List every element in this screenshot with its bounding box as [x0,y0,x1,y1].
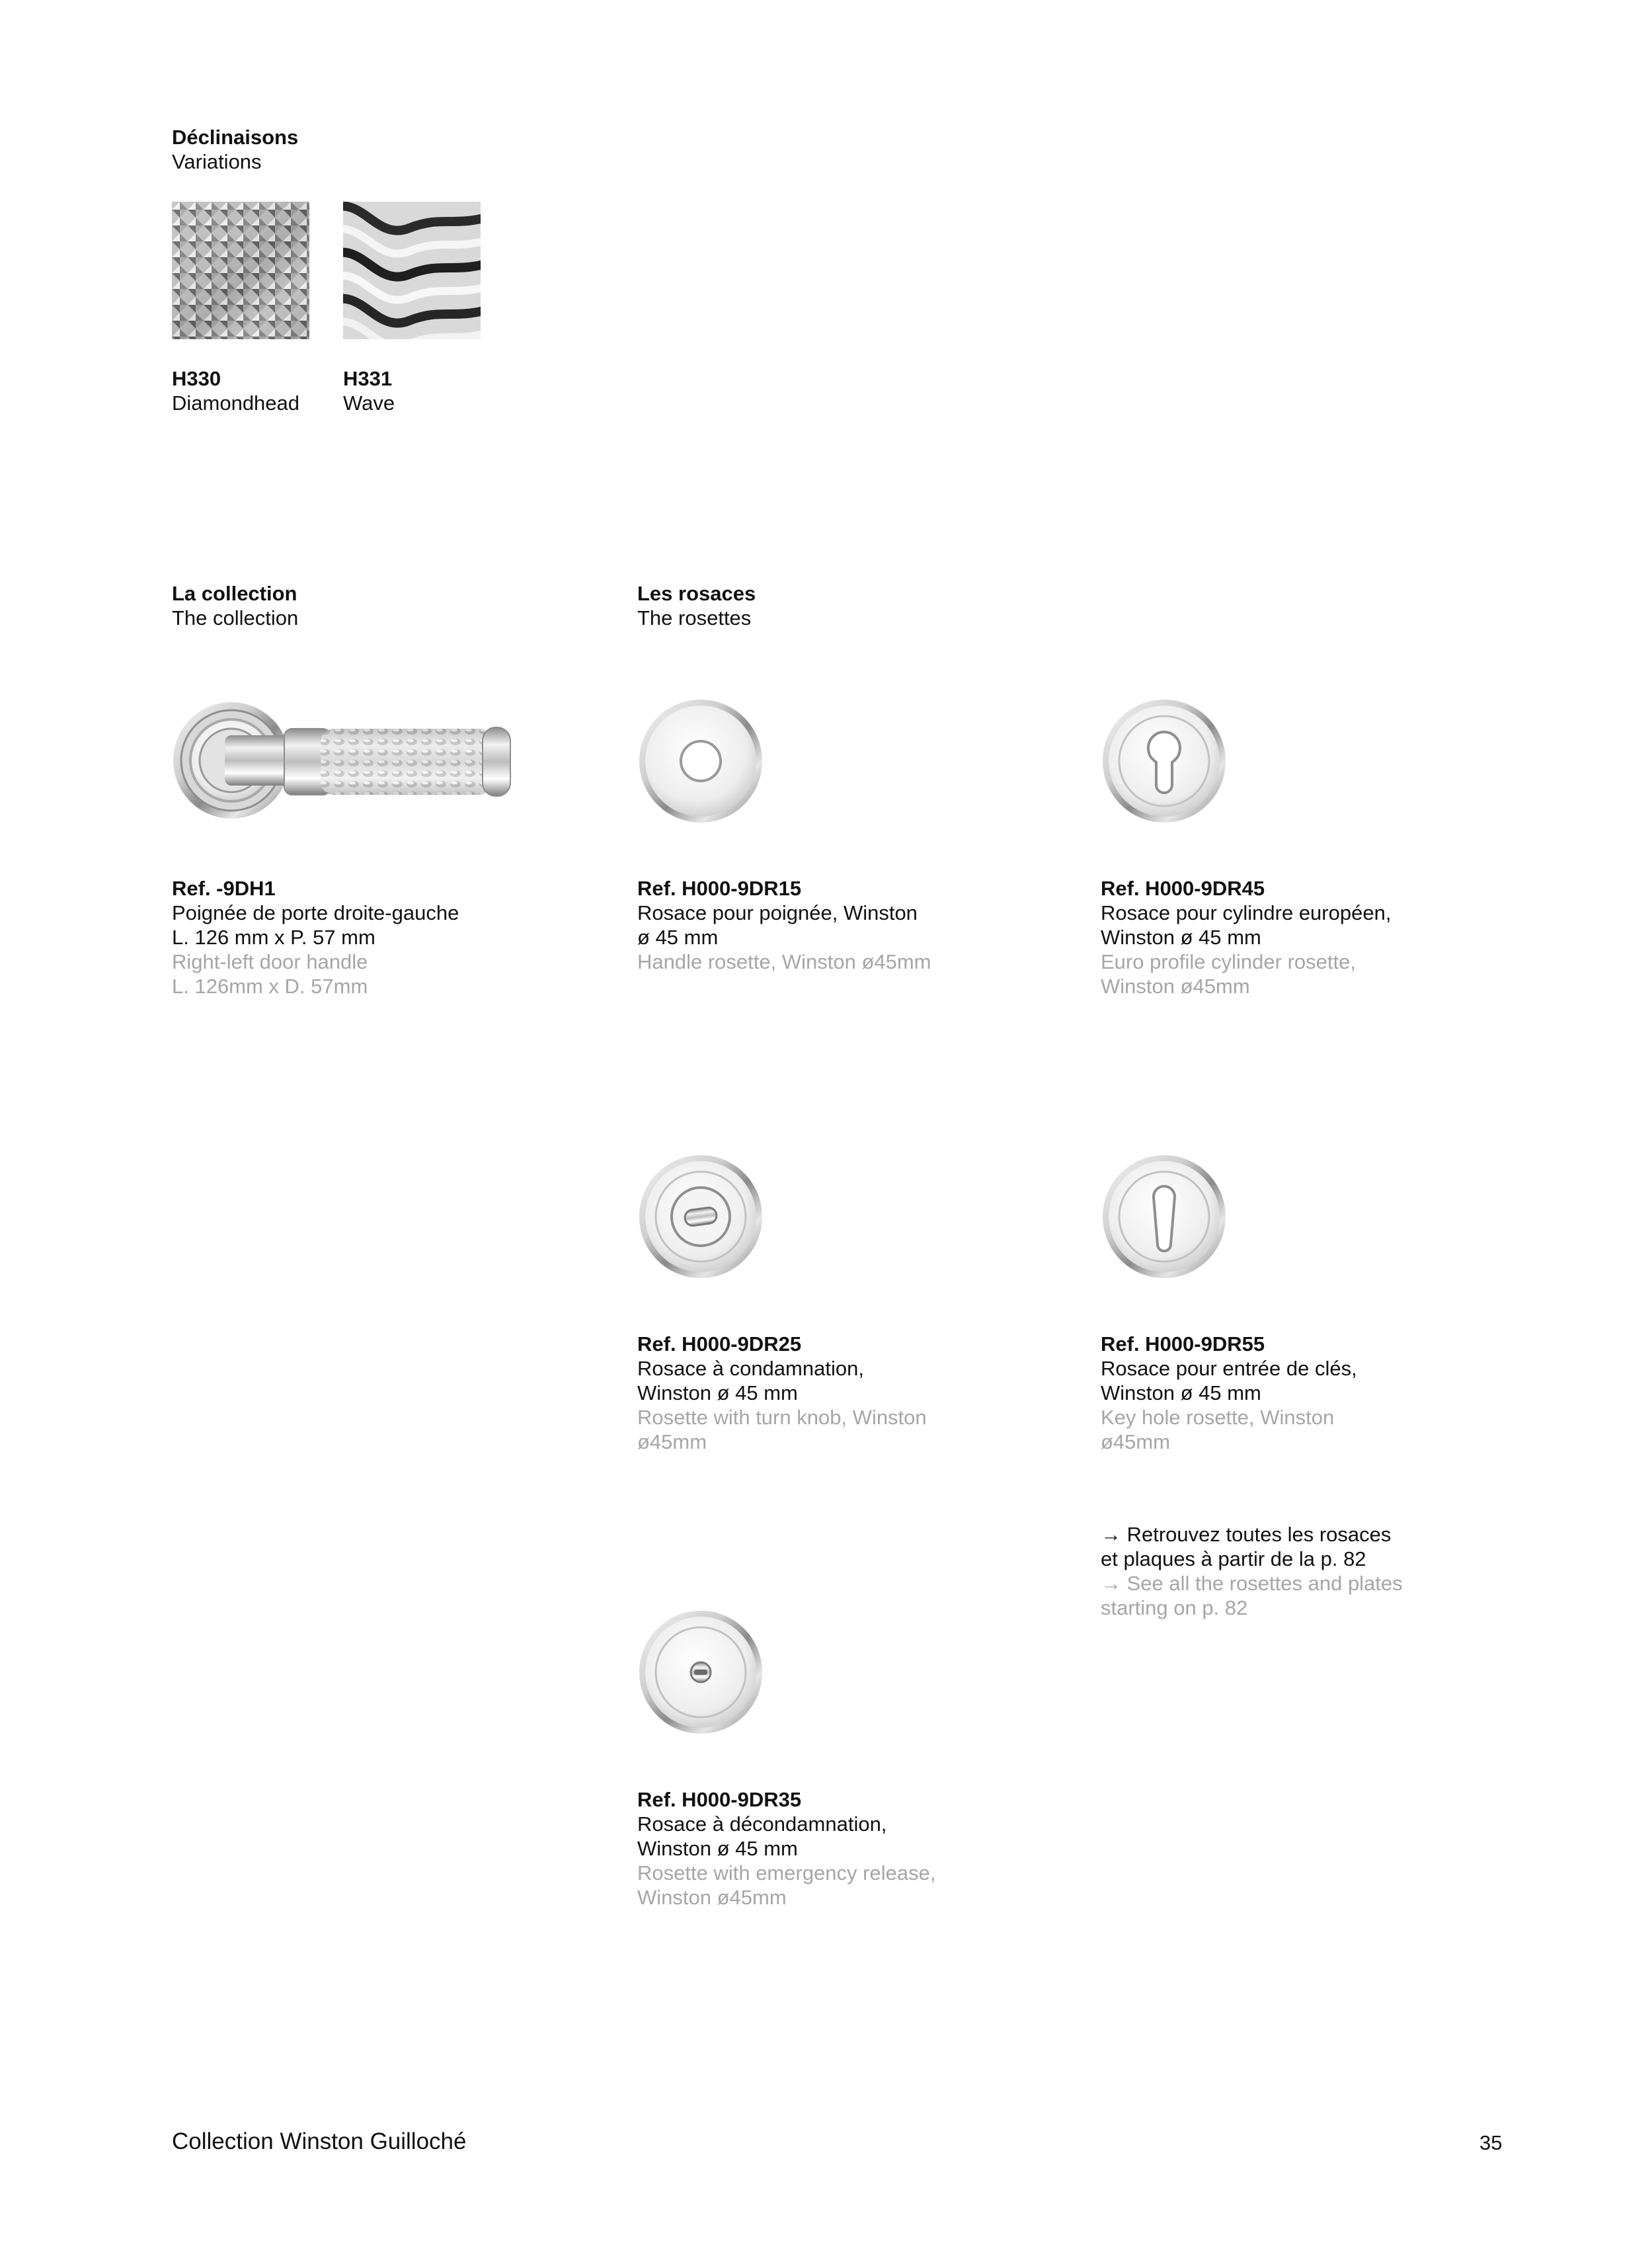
swatch-code-h331: H331 [343,367,393,390]
swatch-name-wave: Wave [343,391,395,415]
rosette-turn-knob-image [637,1153,764,1280]
note-en-1: → See all the rosettes and plates [1101,1572,1403,1595]
rosette-9dr45-fr-2: Winston ø 45 mm [1101,926,1261,949]
variations-title-fr: Déclinaisons [172,126,299,149]
rosette-9dr55-fr-1: Rosace pour entrée de clés, [1101,1357,1357,1380]
rosettes-title-en: The rosettes [637,606,752,629]
swatch-code-h330: H330 [172,367,221,390]
note-fr-2: et plaques à partir de la p. 82 [1101,1547,1366,1570]
rosette-9dr15-en-1: Handle rosette, Winston ø45mm [637,950,931,973]
rosette-9dr55-en-2: ø45mm [1101,1430,1171,1453]
collection-title-en: The collection [172,606,299,629]
rosette-9dr55-en-1: Key hole rosette, Winston [1101,1406,1335,1429]
rosette-9dr55-fr-2: Winston ø 45 mm [1101,1381,1261,1404]
rosette-ref-9dr35: Ref. H000-9DR35 [637,1788,802,1811]
rosette-emergency-release-image [637,1609,764,1736]
rosette-ref-9dr55: Ref. H000-9DR55 [1101,1332,1265,1356]
footer-collection-name: Collection Winston Guilloché [172,2128,467,2154]
note-fr-1: → Retrouvez toutes les rosaces [1101,1523,1392,1546]
door-handle-image [172,694,516,827]
rosette-9dr35-fr-1: Rosace à décondamnation, [637,1812,887,1836]
rosette-9dr15-fr-2: ø 45 mm [637,926,719,949]
rosette-9dr45-en-2: Winston ø45mm [1101,975,1250,998]
handle-desc-en-1: Right-left door handle [172,950,368,973]
handle-ref: Ref. -9DH1 [172,877,276,900]
handle-desc-fr-2: L. 126 mm x P. 57 mm [172,926,375,949]
rosette-9dr25-en-2: ø45mm [637,1430,707,1453]
rosettes-title-fr: Les rosaces [637,582,756,605]
swatch-diamondhead-image [172,202,309,339]
rosette-9dr35-en-1: Rosette with emergency release, [637,1861,936,1884]
rosette-key-hole-image [1101,1153,1228,1280]
handle-desc-fr-1: Poignée de porte droite-gauche [172,901,459,924]
rosette-ref-9dr45: Ref. H000-9DR45 [1101,877,1265,900]
collection-title-fr: La collection [172,582,297,605]
handle-desc-en-2: L. 126mm x D. 57mm [172,975,368,998]
rosette-ref-9dr15: Ref. H000-9DR15 [637,877,802,900]
rosette-9dr35-fr-2: Winston ø 45 mm [637,1837,798,1860]
rosette-9dr45-en-1: Euro profile cylinder rosette, [1101,950,1356,973]
rosette-handle-image [637,698,764,825]
page-number: 35 [1479,2131,1503,2154]
rosette-9dr45-fr-1: Rosace pour cylindre européen, [1101,901,1392,924]
note-en-2: starting on p. 82 [1101,1596,1248,1619]
rosette-9dr35-en-2: Winston ø45mm [637,1886,787,1909]
variations-title-en: Variations [172,150,262,173]
rosette-euro-cylinder-image [1101,698,1228,825]
rosette-9dr25-fr-2: Winston ø 45 mm [637,1381,798,1404]
rosette-9dr25-fr-1: Rosace à condamnation, [637,1357,864,1380]
rosette-9dr25-en-1: Rosette with turn knob, Winston [637,1406,927,1429]
rosette-ref-9dr25: Ref. H000-9DR25 [637,1332,802,1356]
rosette-9dr15-fr-1: Rosace pour poignée, Winston [637,901,918,924]
swatch-wave-image [343,202,481,339]
swatch-name-diamondhead: Diamondhead [172,391,300,415]
